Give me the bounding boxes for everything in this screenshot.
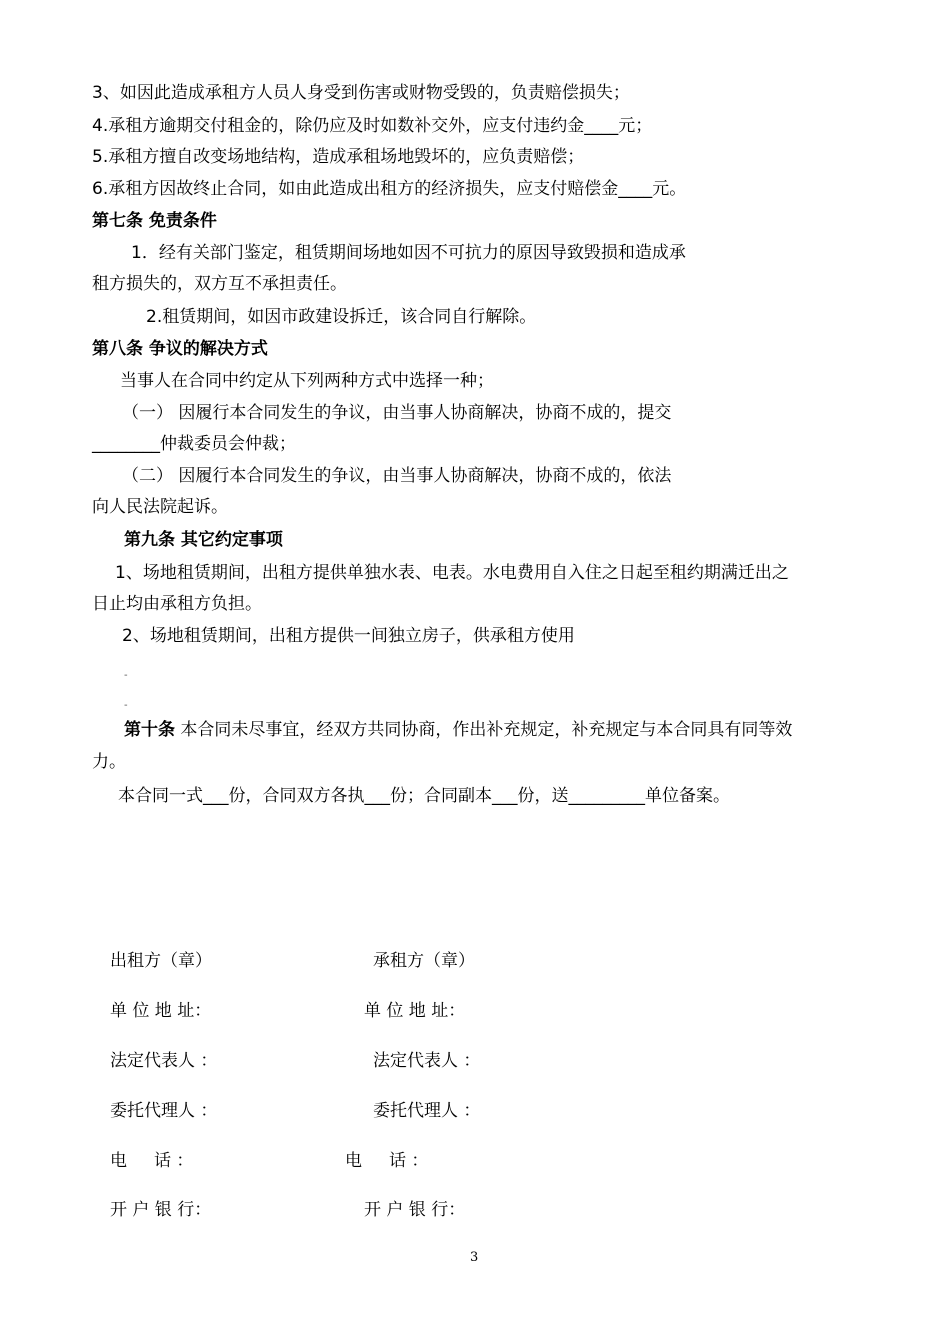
clause-7-item-2: 2.租赁期间，如因市政建设拆迁，该合同自行解除。 xyxy=(146,307,537,327)
clause-10-line xyxy=(124,719,792,741)
lessee-address: 单 位 地 址： xyxy=(364,1001,466,1021)
lessor-phone: 电 话 ： xyxy=(110,1151,194,1171)
lessor-legal-rep: 法定代表人 ： xyxy=(110,1051,218,1071)
lessee-agent: 委托代理人 ： xyxy=(373,1101,481,1121)
lessor-address: 单 位 地 址： xyxy=(110,1001,212,1021)
copies-clause: 本合同一式___份，合同双方各执___份；合同副本___份，送_________单位备案。 xyxy=(118,786,730,806)
clause-6-item-5: 5.承租方擅自改变场地结构，造成承租场地毁坏的，应负责赔偿； xyxy=(92,147,585,167)
lessor-bank: 开 户 银 行： xyxy=(110,1200,212,1220)
clause-9-item-1: 1、场地租赁期间，出租方提供单独水表、电表。水电费用自入住之日起至租约期满迁出之 xyxy=(115,563,789,583)
clause-7-item-1: 1．经有关部门鉴定，租赁期间场地如因不可抗力的原因导致毁损和造成承 xyxy=(131,243,686,263)
clause-8-option-1: （一） 因履行本合同发生的争议，由当事人协商解决，协商不成的，提交 xyxy=(122,403,672,423)
clause-6-item-6: 6.承租方因故终止合同，如由此造成出租方的经济损失，应支付赔偿金____元。 xyxy=(92,179,687,199)
lessee-bank: 开 户 银 行： xyxy=(364,1200,466,1220)
stray-mark: - xyxy=(124,700,128,711)
clause-8-option-1-continued: ________仲裁委员会仲裁； xyxy=(92,434,296,454)
lessee-legal-rep: 法定代表人 ： xyxy=(373,1051,481,1071)
lessor-party: 出租方（章） xyxy=(110,951,212,971)
clause-10-text: 本合同未尽事宜，经双方共同协商，作出补充规定，补充规定与本合同具有同等效 xyxy=(180,720,793,740)
clause-7-item-1-continued: 租方损失的，双方互不承担责任。 xyxy=(92,274,347,294)
clause-6-item-3: 3、如因此造成承租方人员人身受到伤害或财物受毁的，负责赔偿损失； xyxy=(92,83,630,103)
clause-10-heading: 第十条 xyxy=(124,720,175,740)
clause-7-heading: 第七条 免责条件 xyxy=(92,211,217,231)
stray-mark: - xyxy=(124,670,128,681)
clause-9-item-2: 2、场地租赁期间，出租方提供一间独立房子，供承租方使用 xyxy=(122,626,575,646)
clause-8-heading: 第八条 争议的解决方式 xyxy=(92,339,268,359)
clause-8-intro: 当事人在合同中约定从下列两种方式中选择一种； xyxy=(120,371,494,391)
clause-10-text-continued: 力。 xyxy=(92,752,126,772)
lessor-agent: 委托代理人 ： xyxy=(110,1101,218,1121)
clause-6-item-4: 4.承租方逾期交付租金的，除仍应及时如数补交外，应支付违约金____元； xyxy=(92,116,653,136)
page-number: 3 xyxy=(470,1250,479,1265)
lessee-party: 承租方（章） xyxy=(373,951,475,971)
clause-9-item-1-continued: 日止均由承租方负担。 xyxy=(92,594,262,614)
clause-8-option-2-continued: 向人民法院起诉。 xyxy=(92,497,228,517)
clause-8-option-2: （二） 因履行本合同发生的争议，由当事人协商解决，协商不成的，依法 xyxy=(122,466,672,486)
clause-9-heading: 第九条 其它约定事项 xyxy=(124,530,283,550)
lessee-phone: 电 话 ： xyxy=(345,1151,429,1171)
